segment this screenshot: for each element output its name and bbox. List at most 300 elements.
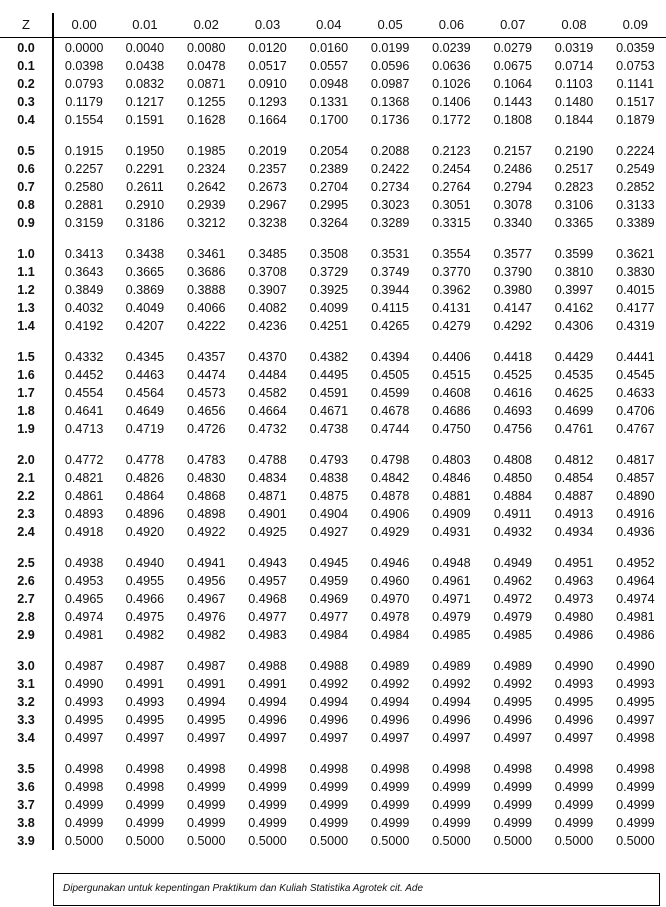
table-row: [0, 778, 666, 796]
column-header: 0.07: [482, 13, 543, 38]
probability-cell: 0.4463: [125, 368, 165, 382]
probability-cell: 0.3925: [309, 283, 349, 297]
probability-cell: 0.1915: [64, 144, 104, 158]
probability-cell: 0.4864: [125, 489, 165, 503]
probability-cell: 0.4904: [309, 507, 349, 521]
probability-cell: 0.1064: [493, 77, 532, 91]
probability-cell: 0.4998: [616, 731, 655, 745]
probability-cell: 0.3708: [248, 265, 287, 279]
z-value-cell: 2.6: [0, 572, 53, 590]
z-value-cell: 0.9: [0, 214, 53, 232]
probability-cell: 0.4971: [432, 592, 471, 606]
probability-cell: 0.3849: [64, 283, 104, 297]
z-value-cell: 1.6: [0, 366, 53, 384]
probability-cell: 0.5000: [309, 834, 349, 848]
probability-cell: 0.2454: [432, 162, 471, 176]
probability-cell: 0.4099: [309, 301, 349, 315]
probability-cell: 0.4793: [309, 453, 349, 467]
probability-cell: 0.4808: [493, 453, 532, 467]
probability-cell: 0.4554: [64, 386, 104, 400]
z-value-cell: 3.7: [0, 796, 53, 814]
probability-cell: 0.4997: [125, 731, 165, 745]
probability-cell: 0.4983: [248, 628, 287, 642]
probability-cell: 0.4999: [125, 798, 165, 812]
probability-cell: 0.4999: [309, 780, 349, 794]
probability-cell: 0.0636: [432, 59, 471, 73]
probability-cell: 0.4988: [309, 659, 349, 673]
probability-cell: 0.4738: [309, 422, 349, 436]
probability-cell: 0.4922: [186, 525, 226, 539]
spacer-cell: [0, 541, 53, 554]
probability-cell: 0.0478: [186, 59, 226, 73]
probability-cell: 0.2019: [248, 144, 287, 158]
probability-cell: 0.2995: [309, 198, 349, 212]
probability-cell: 0.4394: [370, 350, 410, 364]
probability-cell: 0.4767: [616, 422, 655, 436]
probability-cell: 0.3133: [616, 198, 655, 212]
probability-cell: 0.4999: [554, 816, 594, 830]
probability-cell: 0.4817: [616, 453, 655, 467]
probability-cell: 0.4884: [493, 489, 532, 503]
probability-cell: 0.4948: [432, 556, 471, 570]
probability-cell: 0.4906: [370, 507, 410, 521]
probability-cell: 0.3888: [186, 283, 226, 297]
probability-cell: 0.1879: [616, 113, 655, 127]
probability-cell: 0.4591: [309, 386, 349, 400]
probability-cell: 0.4861: [64, 489, 104, 503]
group-spacer: [0, 232, 666, 245]
probability-cell: 0.4987: [64, 659, 104, 673]
probability-cell: 0.3389: [616, 216, 655, 230]
probability-cell: 0.4962: [493, 574, 532, 588]
z-value-cell: 3.6: [0, 778, 53, 796]
probability-cell: 0.4998: [64, 780, 104, 794]
probability-cell: 0.4525: [493, 368, 532, 382]
table-row: [0, 523, 666, 541]
probability-cell: 0.4995: [554, 695, 594, 709]
probability-cell: 0.4994: [309, 695, 349, 709]
probability-cell: 0.4732: [248, 422, 287, 436]
probability-cell: 0.1179: [65, 95, 103, 109]
probability-cell: 0.4236: [248, 319, 287, 333]
probability-cell: 0.4838: [309, 471, 349, 485]
probability-cell: 0.4999: [186, 780, 226, 794]
probability-cell: 0.1026: [432, 77, 471, 91]
probability-cell: 0.4131: [432, 301, 471, 315]
z-value-cell: 3.0: [0, 657, 53, 675]
probability-cell: 0.4997: [370, 731, 410, 745]
probability-cell: 0.4842: [370, 471, 410, 485]
z-value-cell: 2.2: [0, 487, 53, 505]
z-value-cell: 1.7: [0, 384, 53, 402]
table-row: [0, 451, 666, 469]
probability-cell: 0.3438: [125, 247, 165, 261]
group-spacer: [0, 335, 666, 348]
table-row: [0, 487, 666, 505]
column-header: 0.08: [543, 13, 604, 38]
table-row: [0, 760, 666, 778]
probability-cell: 0.4251: [309, 319, 349, 333]
probability-cell: 0.4972: [493, 592, 532, 606]
probability-cell: 0.0080: [186, 41, 226, 55]
spacer-cell: [53, 644, 666, 657]
probability-cell: 0.4826: [125, 471, 165, 485]
table-row: [0, 626, 666, 644]
probability-cell: 0.4713: [64, 422, 104, 436]
probability-cell: 0.4991: [125, 677, 165, 691]
probability-cell: 0.4955: [125, 574, 165, 588]
probability-cell: 0.4965: [64, 592, 104, 606]
probability-cell: 0.4192: [64, 319, 104, 333]
probability-cell: 0.4693: [493, 404, 532, 418]
probability-cell: 0.2967: [248, 198, 287, 212]
probability-cell: 0.4049: [125, 301, 165, 315]
probability-cell: 0.2642: [186, 180, 226, 194]
probability-cell: 0.0438: [125, 59, 165, 73]
probability-cell: 0.3729: [309, 265, 349, 279]
column-header: 0.02: [176, 13, 237, 38]
probability-cell: 0.1331: [309, 95, 349, 109]
probability-cell: 0.4998: [554, 762, 594, 776]
probability-cell: 0.2611: [126, 180, 164, 194]
probability-cell: 0.4966: [125, 592, 165, 606]
probability-cell: 0.3238: [248, 216, 287, 230]
probability-cell: 0.4162: [554, 301, 594, 315]
probability-cell: 0.4999: [554, 780, 594, 794]
probability-cell: 0.4979: [432, 610, 471, 624]
probability-cell: 0.3790: [493, 265, 532, 279]
probability-cell: 0.4803: [432, 453, 471, 467]
probability-cell: 0.2580: [64, 180, 104, 194]
probability-cell: 0.2324: [186, 162, 226, 176]
probability-cell: 0.3023: [370, 198, 410, 212]
probability-cell: 0.4997: [432, 731, 471, 745]
column-header: 0.05: [359, 13, 420, 38]
probability-cell: 0.4932: [493, 525, 532, 539]
probability-cell: 0.4999: [64, 798, 104, 812]
probability-cell: 0.5000: [493, 834, 532, 848]
spacer-cell: [53, 335, 666, 348]
probability-cell: 0.4871: [248, 489, 287, 503]
probability-cell: 0.0199: [370, 41, 410, 55]
z-value-cell: 2.7: [0, 590, 53, 608]
probability-cell: 0.4997: [248, 731, 287, 745]
probability-cell: 0.4991: [186, 677, 226, 691]
probability-cell: 0.2357: [248, 162, 287, 176]
probability-cell: 0.0279: [493, 41, 532, 55]
probability-cell: 0.4222: [186, 319, 226, 333]
spacer-cell: [0, 335, 53, 348]
probability-cell: 0.2910: [125, 198, 165, 212]
z-value-cell: 3.4: [0, 729, 53, 747]
probability-cell: 0.4969: [309, 592, 349, 606]
probability-cell: 0.2257: [64, 162, 104, 176]
probability-cell: 0.3830: [616, 265, 655, 279]
probability-cell: 0.4999: [64, 816, 104, 830]
probability-cell: 0.4997: [186, 731, 226, 745]
probability-cell: 0.4535: [554, 368, 594, 382]
table-row: [0, 245, 666, 263]
probability-cell: 0.0000: [64, 41, 104, 55]
probability-cell: 0.4505: [370, 368, 410, 382]
probability-cell: 0.2123: [432, 144, 471, 158]
z-value-cell: 1.2: [0, 281, 53, 299]
footer-note: Dipergunakan untuk kepentingan Praktikum dan Kuliah Statistika Agrotek cit. Ade: [63, 883, 424, 894]
probability-cell: 0.0398: [64, 59, 104, 73]
probability-cell: 0.0753: [616, 59, 655, 73]
probability-cell: 0.4641: [64, 404, 104, 418]
probability-cell: 0.4995: [186, 713, 226, 727]
probability-cell: 0.1293: [248, 95, 287, 109]
probability-cell: 0.4981: [64, 628, 104, 642]
probability-cell: 0.4920: [125, 525, 165, 539]
probability-cell: 0.4999: [248, 780, 287, 794]
probability-cell: 0.0910: [248, 77, 287, 91]
probability-cell: 0.3869: [125, 283, 165, 297]
probability-cell: 0.3907: [248, 283, 287, 297]
probability-cell: 0.4854: [554, 471, 594, 485]
probability-cell: 0.2088: [370, 144, 410, 158]
probability-cell: 0.4929: [370, 525, 410, 539]
probability-cell: 0.3159: [64, 216, 104, 230]
probability-cell: 0.4992: [432, 677, 471, 691]
probability-cell: 0.3749: [370, 265, 410, 279]
table-row: [0, 554, 666, 572]
probability-cell: 0.3554: [432, 247, 471, 261]
probability-cell: 0.4994: [370, 695, 410, 709]
probability-cell: 0.4979: [493, 610, 532, 624]
probability-cell: 0.4989: [370, 659, 410, 673]
probability-cell: 0.2704: [309, 180, 349, 194]
probability-cell: 0.0675: [493, 59, 532, 73]
probability-cell: 0.3810: [554, 265, 594, 279]
probability-cell: 0.1736: [370, 113, 410, 127]
table-row: [0, 729, 666, 747]
probability-cell: 0.4982: [186, 628, 226, 642]
probability-cell: 0.4265: [370, 319, 410, 333]
probability-cell: 0.4985: [493, 628, 532, 642]
column-header: 0.00: [53, 13, 114, 38]
z-table: [0, 13, 666, 850]
probability-cell: 0.5000: [370, 834, 410, 848]
probability-cell: 0.3997: [554, 283, 594, 297]
probability-cell: 0.4875: [309, 489, 349, 503]
probability-cell: 0.4761: [554, 422, 594, 436]
probability-cell: 0.4744: [370, 422, 410, 436]
table-row: [0, 693, 666, 711]
probability-cell: 0.4812: [554, 453, 594, 467]
probability-cell: 0.4279: [432, 319, 471, 333]
probability-cell: 0.1844: [554, 113, 594, 127]
probability-cell: 0.1808: [493, 113, 532, 127]
probability-cell: 0.4953: [64, 574, 104, 588]
probability-cell: 0.4999: [616, 798, 655, 812]
probability-cell: 0.4999: [616, 780, 655, 794]
probability-cell: 0.4994: [186, 695, 226, 709]
probability-cell: 0.4996: [554, 713, 594, 727]
probability-cell: 0.4177: [616, 301, 655, 315]
probability-cell: 0.4999: [370, 780, 410, 794]
probability-cell: 0.4564: [125, 386, 165, 400]
probability-cell: 0.2549: [616, 162, 655, 176]
probability-cell: 0.4898: [186, 507, 226, 521]
probability-cell: 0.4726: [186, 422, 226, 436]
probability-cell: 0.4999: [186, 816, 226, 830]
z-value-cell: 1.4: [0, 317, 53, 335]
probability-cell: 0.2224: [616, 144, 655, 158]
probability-cell: 0.4999: [125, 816, 165, 830]
group-spacer: [0, 129, 666, 142]
probability-cell: 0.4986: [616, 628, 655, 642]
probability-cell: 0.4699: [554, 404, 594, 418]
probability-cell: 0.3413: [64, 247, 104, 261]
spacer-cell: [53, 747, 666, 760]
spacer-cell: [0, 644, 53, 657]
table-row: [0, 366, 666, 384]
column-header: 0.03: [237, 13, 298, 38]
probability-cell: 0.4850: [493, 471, 532, 485]
probability-cell: 0.4484: [248, 368, 287, 382]
table-row: [0, 505, 666, 523]
probability-cell: 0.4686: [432, 404, 471, 418]
z-value-cell: 0.5: [0, 142, 53, 160]
probability-cell: 0.4990: [554, 659, 594, 673]
probability-cell: 0.4999: [186, 798, 226, 812]
probability-cell: 0.5000: [125, 834, 165, 848]
spacer-cell: [53, 129, 666, 142]
probability-cell: 0.4830: [186, 471, 226, 485]
probability-cell: 0.1480: [554, 95, 594, 109]
probability-cell: 0.0557: [309, 59, 349, 73]
probability-cell: 0.4357: [186, 350, 226, 364]
probability-cell: 0.4999: [616, 816, 655, 830]
probability-cell: 0.4846: [432, 471, 471, 485]
probability-cell: 0.1554: [64, 113, 104, 127]
probability-cell: 0.3051: [432, 198, 471, 212]
probability-cell: 0.4993: [616, 677, 655, 691]
probability-cell: 0.1517: [616, 95, 655, 109]
spacer-cell: [53, 541, 666, 554]
probability-cell: 0.4995: [125, 713, 165, 727]
probability-cell: 0.1368: [370, 95, 410, 109]
probability-cell: 0.4927: [309, 525, 349, 539]
probability-cell: 0.2764: [432, 180, 471, 194]
probability-cell: 0.4997: [493, 731, 532, 745]
probability-cell: 0.0948: [309, 77, 349, 91]
z-value-cell: 1.1: [0, 263, 53, 281]
probability-cell: 0.1141: [616, 77, 655, 91]
probability-cell: 0.5000: [616, 834, 655, 848]
probability-cell: 0.4996: [309, 713, 349, 727]
probability-cell: 0.4599: [370, 386, 410, 400]
z-value-cell: 0.6: [0, 160, 53, 178]
probability-cell: 0.4207: [125, 319, 165, 333]
group-spacer: [0, 541, 666, 554]
table-row: [0, 657, 666, 675]
probability-cell: 0.4998: [616, 762, 655, 776]
probability-cell: 0.4573: [186, 386, 226, 400]
probability-cell: 0.4998: [64, 762, 104, 776]
probability-cell: 0.4938: [64, 556, 104, 570]
table-row: [0, 281, 666, 299]
probability-cell: 0.4925: [248, 525, 287, 539]
probability-cell: 0.1217: [125, 95, 165, 109]
probability-cell: 0.3980: [493, 283, 532, 297]
probability-cell: 0.4821: [64, 471, 104, 485]
probability-cell: 0.4977: [248, 610, 287, 624]
probability-cell: 0.4977: [309, 610, 349, 624]
probability-cell: 0.0040: [125, 41, 165, 55]
probability-cell: 0.0793: [64, 77, 104, 91]
probability-cell: 0.4370: [248, 350, 287, 364]
probability-cell: 0.2486: [493, 162, 532, 176]
probability-cell: 0.4984: [370, 628, 410, 642]
z-value-cell: 3.5: [0, 760, 53, 778]
probability-cell: 0.4608: [432, 386, 471, 400]
group-spacer: [0, 644, 666, 657]
probability-cell: 0.0359: [616, 41, 655, 55]
probability-cell: 0.2190: [554, 144, 594, 158]
probability-cell: 0.4993: [554, 677, 594, 691]
probability-cell: 0.4901: [248, 507, 287, 521]
probability-cell: 0.4306: [554, 319, 594, 333]
probability-cell: 0.4452: [64, 368, 104, 382]
probability-cell: 0.0120: [248, 41, 287, 55]
probability-cell: 0.3315: [432, 216, 471, 230]
probability-cell: 0.3461: [186, 247, 226, 261]
probability-cell: 0.1664: [248, 113, 287, 127]
probability-cell: 0.4893: [64, 507, 104, 521]
probability-cell: 0.4999: [309, 798, 349, 812]
probability-cell: 0.4980: [554, 610, 594, 624]
probability-cell: 0.0596: [370, 59, 410, 73]
column-header: 0.09: [605, 13, 666, 38]
table-row: [0, 196, 666, 214]
z-value-cell: 0.4: [0, 111, 53, 129]
probability-cell: 0.4834: [248, 471, 287, 485]
probability-cell: 0.4382: [309, 350, 349, 364]
table-row: [0, 38, 666, 58]
probability-cell: 0.4788: [248, 453, 287, 467]
probability-cell: 0.0832: [125, 77, 165, 91]
probability-cell: 0.4997: [616, 713, 655, 727]
probability-cell: 0.3264: [309, 216, 349, 230]
probability-cell: 0.4999: [493, 798, 532, 812]
table-row: [0, 57, 666, 75]
spacer-cell: [0, 747, 53, 760]
probability-cell: 0.4987: [186, 659, 226, 673]
probability-cell: 0.4913: [554, 507, 594, 521]
probability-cell: 0.3621: [616, 247, 655, 261]
probability-cell: 0.0517: [248, 59, 287, 73]
probability-cell: 0.4992: [370, 677, 410, 691]
probability-cell: 0.4987: [125, 659, 165, 673]
probability-cell: 0.4936: [616, 525, 655, 539]
probability-cell: 0.4664: [248, 404, 287, 418]
table-row: [0, 93, 666, 111]
probability-cell: 0.2157: [493, 144, 532, 158]
probability-cell: 0.4990: [64, 677, 104, 691]
probability-cell: 0.4996: [248, 713, 287, 727]
probability-cell: 0.3944: [370, 283, 410, 297]
probability-cell: 0.4976: [186, 610, 226, 624]
z-value-cell: 2.4: [0, 523, 53, 541]
z-value-cell: 1.9: [0, 420, 53, 438]
z-value-cell: 3.8: [0, 814, 53, 832]
probability-cell: 0.2422: [370, 162, 410, 176]
probability-cell: 0.1950: [125, 144, 165, 158]
probability-cell: 0.1985: [186, 144, 226, 158]
